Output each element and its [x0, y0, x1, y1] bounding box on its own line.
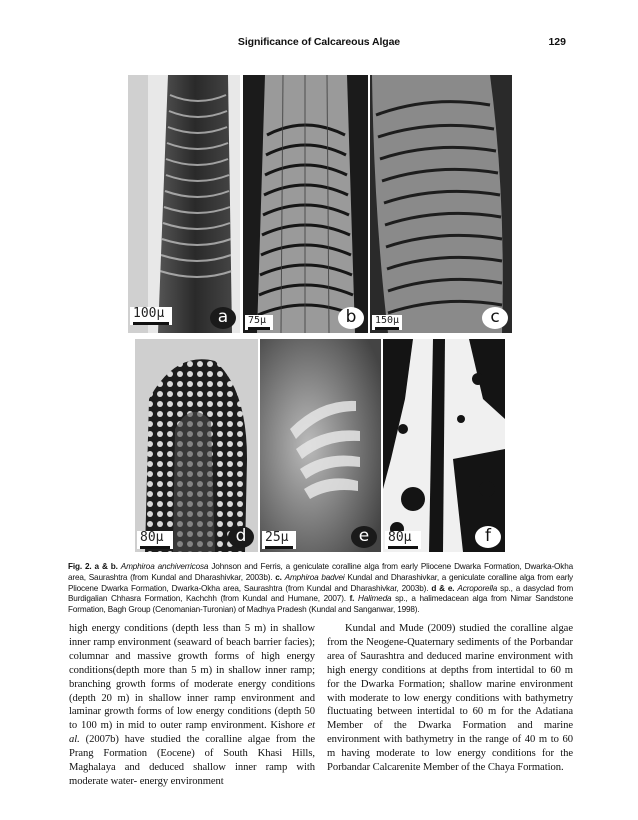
figure-letter-d: d [228, 526, 254, 548]
micrograph-c [370, 75, 512, 333]
figure-letter-b: b [338, 307, 364, 329]
scale-label-f: 80µ [385, 531, 421, 549]
figure-panel-a [128, 75, 240, 333]
caption-text-4: sp., a halimedacean alga from Nimar Sandstone Formation, Bagh Group (Cenomanian-Turonian) of Madhya Pradesh (Kundal and Sanganwar, 1998). [68, 594, 574, 615]
body-column-right [327, 622, 573, 775]
micrograph-b [243, 75, 368, 333]
figure-panel-d [135, 339, 258, 552]
scale-label-b: 75µ [245, 315, 273, 330]
scale-label-e: 25µ [262, 531, 296, 549]
scale-label-c: 150µ [372, 315, 402, 330]
left-text-1: high energy conditions (depth less than 5 m) in shallow inner ramp environment (seaward of beach barrier facies); columnar and massive growth forms of high energy conditions(depth more than 5 m) in shallow inner ramp; branching growth forms of moderate energy conditions (depth 20 m) in shallow inner ramp environment and laminar growth forms of low energy conditions (depth 50 to 100 m) in mid to outer ramp environment. Kishore [69, 623, 315, 732]
caption-label-c: c. [275, 572, 282, 582]
caption-taxon-2: Amphiroa badvei [284, 572, 345, 582]
micrograph-e [260, 339, 381, 552]
et-al: et al. [69, 720, 315, 746]
scale-label-a: 100µ [130, 307, 172, 325]
page-number: 129 [548, 36, 566, 48]
figure-panel-e [260, 339, 381, 552]
figure-panel-b [243, 75, 368, 333]
figure-panel-c [370, 75, 512, 333]
micrograph-d [135, 339, 258, 552]
caption-label-ab: Fig. 2. a & b. [68, 562, 118, 571]
caption-taxon-4: Halimeda [358, 594, 392, 604]
micrograph-f [383, 339, 505, 552]
caption-taxon-1: Amphiroa anchiverricosa [120, 562, 209, 571]
figure-caption [68, 562, 573, 616]
caption-label-de: d & e. [431, 583, 455, 593]
figure-letter-e: e [351, 526, 377, 548]
figure-panel-f [383, 339, 505, 552]
caption-label-f: f. [349, 594, 355, 604]
caption-text-2: Kundal and Dharashivkar, a geniculate coralline alga from early Pliocene Dwarka Formation, Dwarka-Okha area, Saurashtra (from Kundal and Dharashivkar, 2003b). [68, 572, 573, 593]
figure-letter-a: a [210, 307, 236, 329]
caption-text-3: sp., a dasyclad from Burdigalian Chhasra Formation, Kachchh (from Kundal and Humane, 2007). [68, 583, 573, 604]
scale-label-d: 80µ [137, 531, 173, 549]
running-title: Significance of Calcareous Algae [237, 36, 401, 48]
figure-letter-c: c [482, 307, 508, 329]
page-header [70, 36, 568, 52]
micrograph-a [128, 75, 240, 333]
left-text-2: (2007b) have studied the coralline algae from the Prang Formation (Eocene) of South Khasi Hills, Maghalaya and deduced shallow inner ramp with moderate water- energy environment [69, 734, 315, 787]
caption-taxon-3: Acroporella [457, 583, 498, 593]
body-column-left [69, 622, 315, 789]
figure-letter-f: f [475, 526, 501, 548]
caption-text-1: Johnson and Ferris, a geniculate coralline alga from early Pliocene Dwarka Formation, Dwarka-Okha area, Saurashtra (from Kundal and Dharashivkar, 2003b). [68, 562, 574, 582]
right-paragraph: Kundal and Mude (2009) studied the coralline algae from the Neogene-Quaternary sediments of the Porbandar area of Saurashtra and deduced marine environment with high energy conditions at depths from intertidal to 60 m for the Dwarka Formation; shallow marine environment with moderate to low energy conditions with bathymetry fluctuating between intertidal to 60 m for the Adatiana Member of the Dwarka Formation and marine environment with bathymetry in the range of 40 m to 60 m having moderate to low energy conditions for the Porbandar Calcarenite Member of the Chaya Formation. [327, 623, 573, 774]
